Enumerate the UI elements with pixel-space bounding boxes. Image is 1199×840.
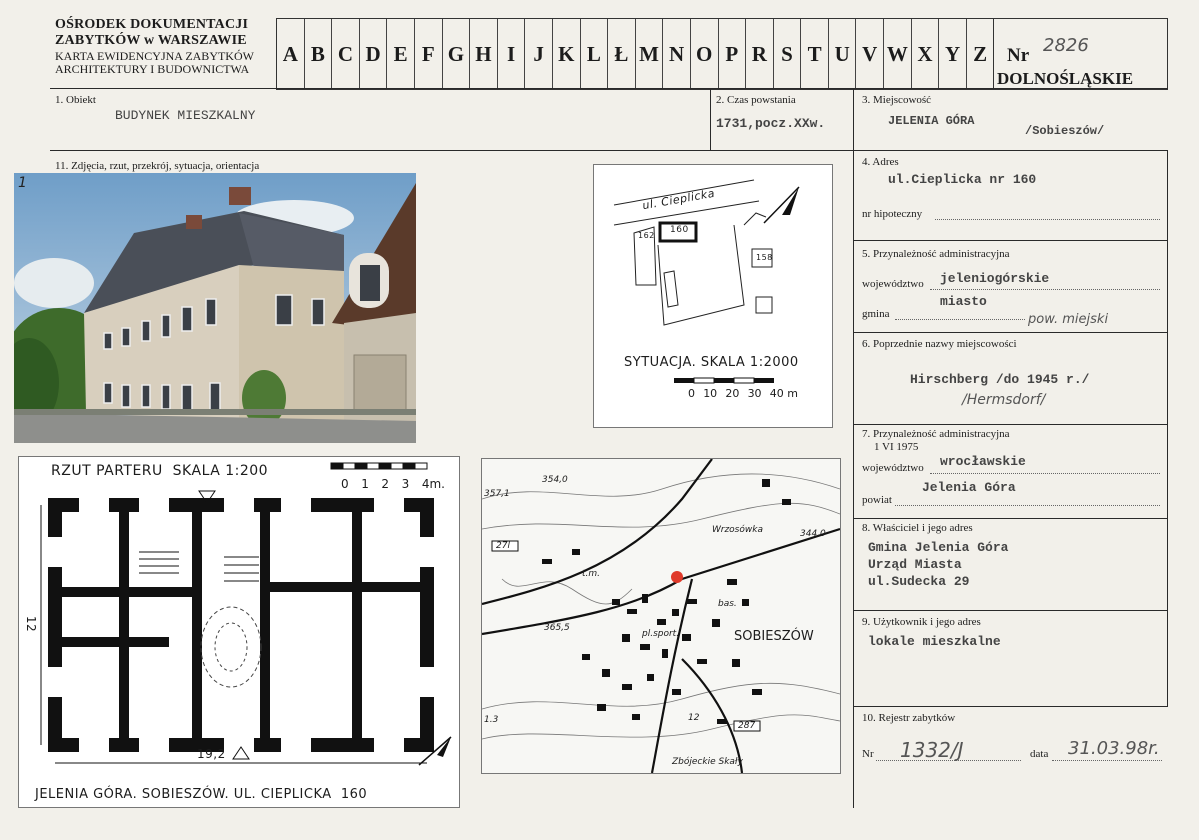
index-letter: F (415, 19, 443, 89)
divider (853, 706, 1168, 707)
house-158-label: 158 (756, 253, 773, 262)
photo-illustration (14, 173, 416, 443)
field-9-label: 9. Użytkownik i jego adres (862, 616, 981, 628)
index-letter: O (691, 19, 719, 89)
nr-value: 2826 (1043, 35, 1089, 56)
situation-scale-ticks (688, 387, 798, 400)
divider (50, 150, 1168, 151)
map-town-label: SOBIESZÓW (734, 629, 814, 644)
index-letter: M (636, 19, 664, 89)
nr-label: Nr (1007, 45, 1030, 66)
field-10-nr-label: Nr (862, 748, 874, 760)
divider (853, 332, 1168, 333)
field-5-handwritten: pow. miejski (1028, 312, 1109, 327)
field-7-woj-value: wrocławskie (940, 454, 1026, 469)
field-4-hip-label: nr hipoteczny (862, 208, 923, 220)
index-letter: I (498, 19, 526, 89)
index-letter: C (332, 19, 360, 89)
map-label: 357,1 (484, 489, 510, 499)
situation-plan (593, 164, 833, 428)
index-letter: U (829, 19, 857, 89)
scale-tick-label: 1 (361, 477, 369, 491)
house-162-label: 162 (638, 231, 655, 240)
dotted-line (930, 473, 1160, 474)
field-8-label: 8. Właściciel i jego adres (862, 522, 973, 534)
field-7-date: 1 VI 1975 (874, 441, 919, 453)
field-1-label: 1. Obiekt (55, 94, 96, 106)
plan-depth-dimension: 12 (24, 615, 39, 633)
index-letter: Z (973, 41, 988, 66)
field-1-value: BUDYNEK MIESZKALNY (115, 108, 256, 123)
scale-tick-label: 2 (381, 477, 390, 491)
field-5-gmina-label: gmina (862, 308, 890, 320)
divider (50, 88, 1168, 89)
building-photo (14, 173, 416, 443)
scale-tick-label: 0 (341, 477, 349, 491)
plan-scale-ticks (341, 477, 445, 491)
map-label: 1.3 (484, 715, 499, 725)
field-2-value: 1731,pocz.XXw. (716, 116, 826, 131)
map-label: bas. (718, 599, 737, 609)
index-letter: E (387, 19, 415, 89)
index-letter: S (774, 19, 802, 89)
index-letter: Ł (608, 19, 636, 89)
divider (853, 610, 1168, 611)
field-7-pow-label: powiat (862, 494, 892, 506)
index-letter: V (856, 19, 884, 89)
org-line-2: ZABYTKÓW w WARSZAWIE (55, 33, 247, 48)
field-5-woj-value: jeleniogórskie (940, 271, 1050, 286)
index-letter: G (443, 19, 471, 89)
map-drawing (482, 459, 840, 773)
divider (853, 240, 1168, 241)
field-4-value: ul.Cieplicka nr 160 (888, 172, 1037, 187)
index-letter: L (581, 19, 609, 89)
index-letter: R (746, 19, 774, 89)
floor-plan (18, 456, 460, 808)
field-6-value: Hirschberg /do 1945 r./ (910, 372, 1090, 387)
map-label: 354,0 (542, 475, 568, 485)
map-label: Zbójeckie Skały (672, 757, 743, 767)
plan-caption: RZUT PARTERU SKALA 1:200 (51, 463, 269, 479)
map-label: 365,5 (544, 623, 570, 633)
dotted-line (930, 289, 1160, 290)
field-8-line-2: Urząd Miasta (868, 557, 962, 572)
dotted-line (895, 505, 1160, 506)
dotted-line (935, 219, 1160, 220)
region-label: DOLNOŚLĄSKIE (997, 69, 1134, 88)
field-10-nr-value: 1332/J (900, 738, 964, 762)
map-label: Wrzosówka (712, 525, 763, 535)
field-3-extra: /Sobieszów/ (1025, 124, 1105, 138)
map-label: 27l (496, 541, 510, 551)
org-line-3: KARTA EWIDENCYJNA ZABYTKÓW (55, 49, 254, 63)
scale-tick-label: 0 (688, 387, 695, 400)
divider (853, 88, 854, 808)
map-label: 344,0 (800, 529, 826, 539)
field-8-line-1: Gmina Jelenia Góra (868, 540, 1009, 555)
field-8-line-3: ul.Sudecka 29 (868, 574, 970, 589)
map-label: 12 (688, 713, 700, 723)
index-letter: Y (939, 19, 967, 89)
index-letter: A (277, 19, 305, 89)
field-10-data-value: 31.03.98r. (1068, 738, 1160, 759)
divider (1167, 150, 1168, 706)
institution-block (55, 18, 273, 76)
index-letter: D (360, 19, 388, 89)
field-7-woj-label: województwo (862, 462, 924, 474)
plan-footer: JELENIA GÓRA. SOBIESZÓW. UL. CIEPLICKA 160 (35, 787, 368, 802)
map-label: 287 (738, 721, 756, 731)
index-letter: N (663, 19, 691, 89)
scale-tick-label: 3 (401, 477, 410, 491)
field-11-label: 11. Zdjęcia, rzut, przekrój, sytuacja, orientacja (55, 160, 260, 172)
index-letter: B (305, 19, 333, 89)
scale-tick-label: 40 m (769, 387, 798, 400)
field-2-label: 2. Czas powstania (716, 94, 796, 106)
field-5-woj-label: województwo (862, 278, 924, 290)
field-9-value: lokale mieszkalne (868, 634, 1001, 649)
field-5-gmina-value: miasto (940, 294, 987, 309)
scale-tick-label: 20 (725, 387, 740, 400)
street-label: ul. Cieplicka (641, 186, 716, 213)
dotted-line (1052, 760, 1162, 761)
field-6-handwritten: /Hermsdorf/ (962, 392, 1046, 408)
alphabet-index (276, 18, 994, 90)
index-letter: K (553, 19, 581, 89)
map-label: pl.sport. (642, 629, 680, 639)
record-number-box (993, 18, 1168, 90)
field-7-pow-value: Jelenia Góra (922, 480, 1016, 495)
divider (853, 424, 1168, 425)
scale-tick-label: 30 (747, 387, 762, 400)
index-letter: H (470, 19, 498, 89)
index-letter: T (801, 19, 829, 89)
dotted-line (895, 319, 1025, 320)
divider (853, 518, 1168, 519)
field-10-label: 10. Rejestr zabytków (862, 712, 956, 724)
field-4-label: 4. Adres (862, 156, 899, 168)
plan-drawing (19, 457, 459, 807)
scale-tick-label: 10 (703, 387, 718, 400)
field-10-data-label: data (1030, 748, 1049, 760)
situation-caption: SYTUACJA. SKALA 1:2000 (624, 355, 799, 370)
field-6-label: 6. Poprzednie nazwy miejscowości (862, 338, 1017, 350)
map-label: t.m. (582, 569, 601, 579)
house-160-label: 160 (670, 225, 689, 235)
org-line-1: OŚRODEK DOKUMENTACJI (55, 17, 249, 32)
index-letter: J (525, 19, 553, 89)
field-3-label: 3. Miejscowość (862, 94, 932, 106)
divider (710, 88, 711, 150)
field-3-value: JELENIA GÓRA (888, 114, 975, 128)
field-7-label: 7. Przynależność administracyjna (862, 428, 1010, 440)
photo-number: 1 (18, 175, 27, 191)
index-letter: X (912, 19, 940, 89)
scale-tick-label: 4m. (421, 477, 445, 491)
field-5-label: 5. Przynależność administracyjna (862, 248, 1010, 260)
plan-width-dimension: 19,2 (197, 747, 226, 761)
org-line-4: ARCHITEKTURY I BUDOWNICTWA (55, 62, 250, 76)
index-letter: W (884, 19, 912, 89)
index-letter: P (719, 19, 747, 89)
topographic-map (481, 458, 841, 774)
